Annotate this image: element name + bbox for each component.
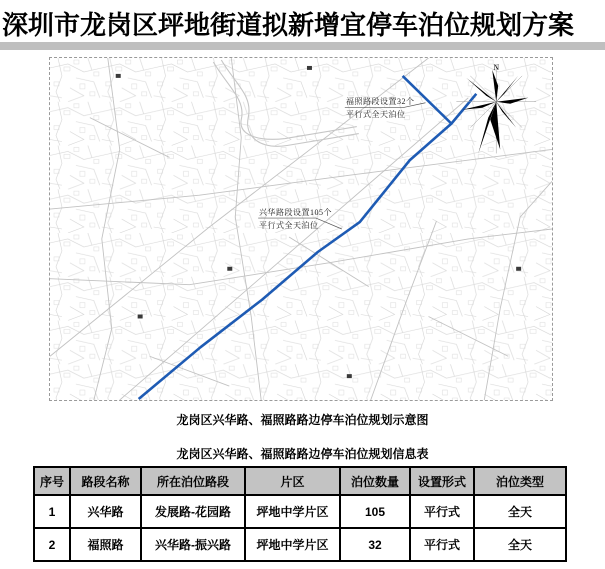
annotation-xinghua (259, 206, 332, 232)
table-header-row (34, 467, 566, 495)
cell-index: 1 (34, 495, 70, 528)
cell-berth-type: 全天 (474, 495, 566, 528)
annotation-xinghua-line2: 平行式全天泊位 (259, 221, 319, 230)
map-caption: 龙岗区兴华路、福照路路边停车泊位规划示意图 (176, 413, 429, 427)
title-divider-bar (0, 42, 605, 50)
cell-berth-count: 32 (340, 528, 410, 561)
column-header-index: 序号 (34, 467, 70, 495)
map-figure (49, 57, 553, 401)
page-title: 深圳市龙岗区坪地街道拟新增宜停车泊位规划方案 (2, 10, 575, 40)
table-title: 龙岗区兴华路、福照路路边停车泊位规划信息表 (176, 447, 429, 461)
cell-berth-count: 105 (340, 495, 410, 528)
table-row (34, 495, 566, 528)
column-header-road-name: 路段名称 (70, 467, 141, 495)
column-header-district: 片区 (245, 467, 340, 495)
column-header-road-section: 所在泊位路段 (141, 467, 245, 495)
annotation-xinghua-line1: 兴华路段设置105个 (259, 208, 332, 217)
cell-layout-type: 平行式 (410, 528, 474, 561)
cell-berth-type: 全天 (474, 528, 566, 561)
column-header-berth-type: 泊位类型 (474, 467, 566, 495)
cell-road-section: 兴华路-振兴路 (141, 528, 245, 561)
column-header-berth-count: 泊位数量 (340, 467, 410, 495)
cell-district: 坪地中学片区 (245, 528, 340, 561)
annotation-fuzhao-line1: 福照路段设置32个 (346, 97, 415, 106)
north-label: N (493, 62, 500, 72)
cell-district: 坪地中学片区 (245, 495, 340, 528)
table-row (34, 528, 566, 561)
cell-road-section: 发展路-花园路 (141, 495, 245, 528)
parking-info-table (33, 466, 567, 562)
column-header-layout-type: 设置形式 (410, 467, 474, 495)
cell-road-name: 兴华路 (70, 495, 141, 528)
annotation-fuzhao-line2: 平行式全天泊位 (346, 110, 406, 119)
cell-road-name: 福照路 (70, 528, 141, 561)
cell-layout-type: 平行式 (410, 495, 474, 528)
cell-index: 2 (34, 528, 70, 561)
annotation-fuzhao (346, 95, 415, 121)
